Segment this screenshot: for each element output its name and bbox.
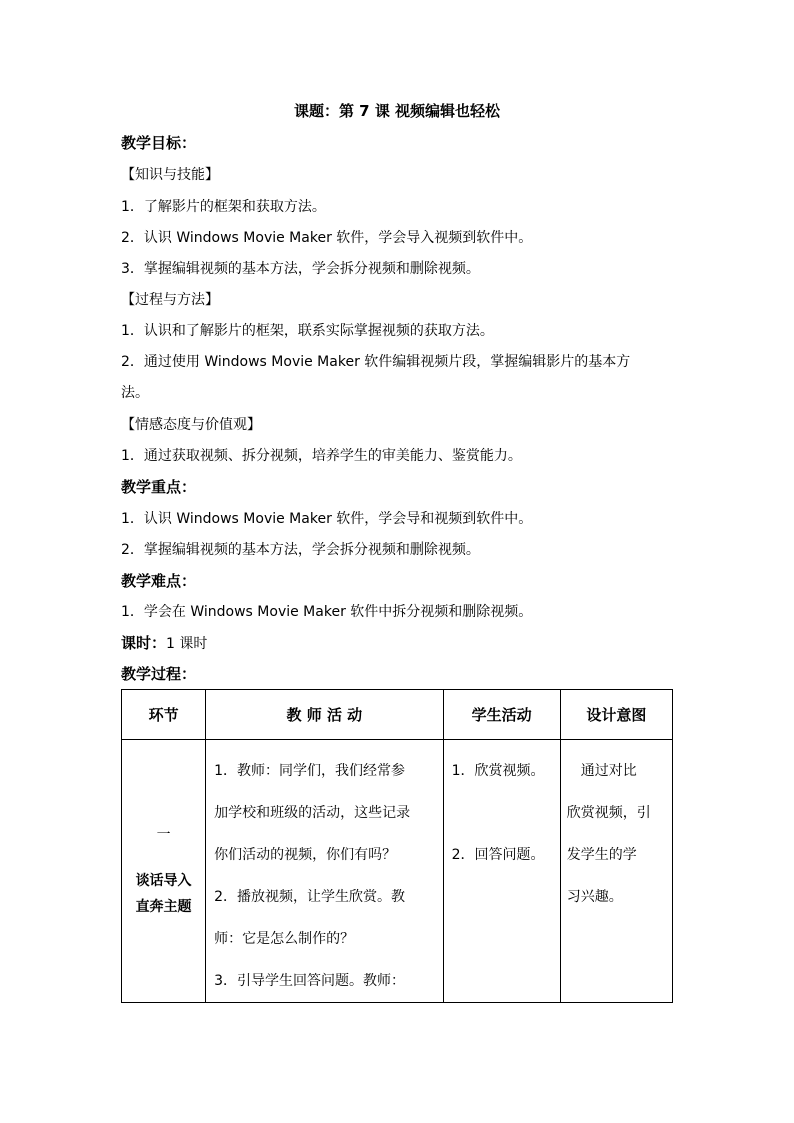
- class-hours-label: 课时：: [121, 634, 167, 652]
- teacher-activity-cell: [206, 740, 443, 1003]
- objectives-heading: 教学目标：: [121, 134, 197, 152]
- knowledge-item: 3．掌握编辑视频的基本方法，学会拆分视频和删除视频。: [121, 261, 480, 277]
- design-intent-line: 通过对比: [566, 763, 637, 779]
- process-section-heading: 教学过程：: [121, 665, 197, 683]
- class-hours-value: 1 课时: [166, 636, 208, 652]
- stage-cell: [122, 740, 206, 1003]
- process-item: 2．通过使用 Windows Movie Maker 软件编辑视频片段，掌握编辑影片的基本方: [121, 354, 631, 370]
- design-intent-line: 习兴趣。: [566, 889, 623, 905]
- key-point-item: 2．掌握编辑视频的基本方法，学会拆分视频和删除视频。: [121, 542, 480, 558]
- process-heading: 【过程与方法】: [121, 292, 219, 308]
- emotion-heading: 【情感态度与价值观】: [121, 417, 261, 433]
- emotion-item: 1．通过获取视频、拆分视频，培养学生的审美能力、鉴赏能力。: [121, 448, 522, 464]
- knowledge-item: 1．了解影片的框架和获取方法。: [121, 199, 326, 215]
- process-item: 法。: [121, 385, 149, 401]
- stage-number: 一: [156, 827, 171, 843]
- teacher-activity-line: 3．引导学生回答问题。教师：: [214, 973, 406, 989]
- design-intent-line: 欣赏视频，引: [566, 805, 651, 821]
- key-point-item: 1．认识 Windows Movie Maker 软件，学会导和视频到软件中。: [121, 511, 533, 527]
- student-activity-line: 1．欣赏视频。: [451, 763, 545, 779]
- header-stage: 环节: [122, 690, 206, 740]
- header-student-activity: 学生活动: [443, 690, 560, 740]
- student-activity-cell: [443, 740, 560, 1003]
- difficulties-heading: 教学难点：: [121, 572, 197, 590]
- teacher-activity-line: 师：它是怎么制作的？: [214, 931, 355, 947]
- lesson-title: 课题：第 7 课 视频编辑也轻松: [293, 102, 501, 120]
- header-design-intent: 设计意图: [560, 690, 672, 740]
- key-points-heading: 教学重点：: [121, 478, 197, 496]
- stage-title-line: 直奔主题: [135, 899, 192, 915]
- lesson-process-table: [121, 689, 673, 1003]
- design-intent-cell: [560, 740, 672, 1003]
- teacher-activity-line: 你们活动的视频，你们有吗？: [214, 847, 397, 863]
- teacher-activity-line: 2．播放视频，让学生欣赏。教: [214, 889, 406, 905]
- student-activity-line: 2．回答问题。: [451, 847, 545, 863]
- header-teacher-activity: 教 师 活 动: [206, 690, 443, 740]
- teacher-activity-line: 1．教师：同学们，我们经常参: [214, 763, 406, 779]
- table-row: [122, 740, 673, 1003]
- design-intent-line: 发学生的学: [566, 847, 637, 863]
- stage-title-line: 谈话导入: [135, 873, 192, 889]
- difficulty-item: 1．学会在 Windows Movie Maker 软件中拆分视频和删除视频。: [121, 604, 533, 620]
- class-hours: [121, 632, 207, 653]
- spacer: [452, 792, 554, 834]
- process-item: 1．认识和了解影片的框架，联系实际掌握视频的获取方法。: [121, 323, 494, 339]
- table-header-row: [122, 690, 673, 740]
- knowledge-item: 2．认识 Windows Movie Maker 软件，学会导入视频到软件中。: [121, 230, 533, 246]
- teacher-activity-line: 加学校和班级的活动，这些记录: [214, 805, 411, 821]
- knowledge-heading: 【知识与技能】: [121, 167, 219, 183]
